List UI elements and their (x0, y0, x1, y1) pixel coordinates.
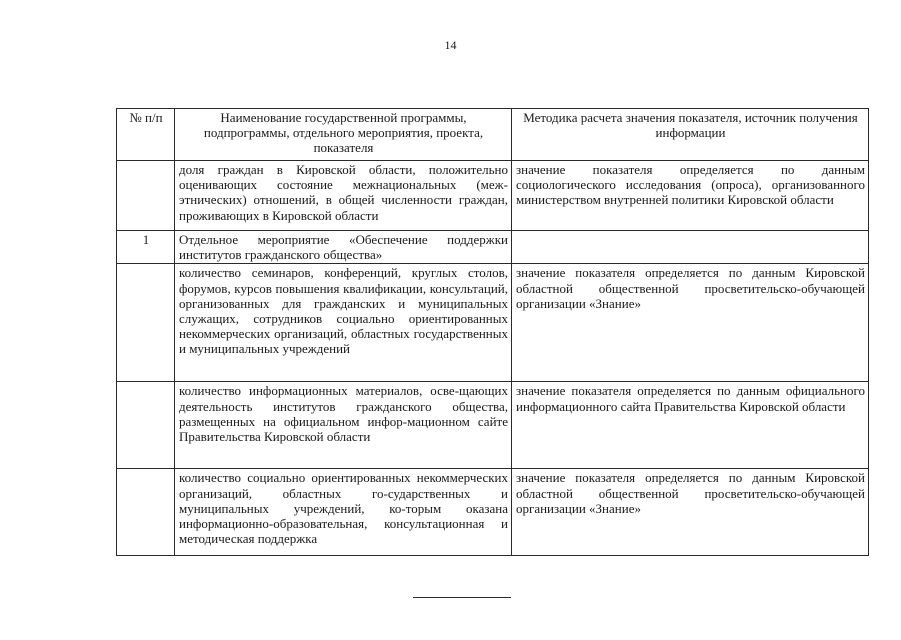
indicator-name: количество семинаров, конференций, круглых столов, форумов, курсов повышения квалификации, консультаций, организованных для гражданских и муниципальных служащих, сотрудников социально ориентированных некоммерческих организаций, областных государственных и муниципальных учреждений (175, 264, 512, 382)
table-row (117, 264, 869, 382)
indicator-name: количество информационных материалов, осве-щающих деятельность институтов гражданского общества, размещенных на официальном инфор-мационном сайте Правительства Кировской области (175, 382, 512, 469)
calculation-method: значение показателя определяется по данным социологического исследования (опроса), организованного министерством внутренней политики Кировской области (512, 161, 869, 231)
row-number (117, 161, 175, 231)
row-number (117, 469, 175, 556)
calculation-method: значение показателя определяется по данным официального информационного сайта Правительства Кировской области (512, 382, 869, 469)
indicator-name: количество социально ориентированных некоммерческих организаций, областных го-сударственных и муниципальных учреждений, ко-торым оказана информационно-образовательная, консультационная и методическая поддержка (175, 469, 512, 556)
table-row (117, 161, 869, 231)
table-row (117, 382, 869, 469)
table-header-row (117, 109, 869, 161)
calculation-method: значение показателя определяется по данным Кировской областной общественной просветительско-обучающей организации «Знание» (512, 264, 869, 382)
indicator-name: доля граждан в Кировской области, положительно оценивающих состояние межнациональных (меж-этнических) отношений, в общей численности граждан, проживающих в Кировской области (175, 161, 512, 231)
table-row (117, 469, 869, 556)
header-number: № п/п (117, 109, 175, 161)
header-name: Наименование государственной программы, подпрограммы, отдельного мероприятия, проекта, показателя (175, 109, 512, 161)
row-number (117, 382, 175, 469)
indicator-table (116, 108, 869, 556)
row-number (117, 264, 175, 382)
row-number: 1 (117, 231, 175, 264)
calculation-method (512, 231, 869, 264)
header-method: Методика расчета значения показателя, источник получения информации (512, 109, 869, 161)
table-row (117, 231, 869, 264)
page-number: 14 (444, 38, 457, 52)
calculation-method: значение показателя определяется по данным Кировской областной общественной просветительско-обучающей организации «Знание» (512, 469, 869, 556)
indicator-name: Отдельное мероприятие «Обеспечение поддержки институтов гражданского общества» (175, 231, 512, 264)
footer-divider (413, 597, 511, 598)
